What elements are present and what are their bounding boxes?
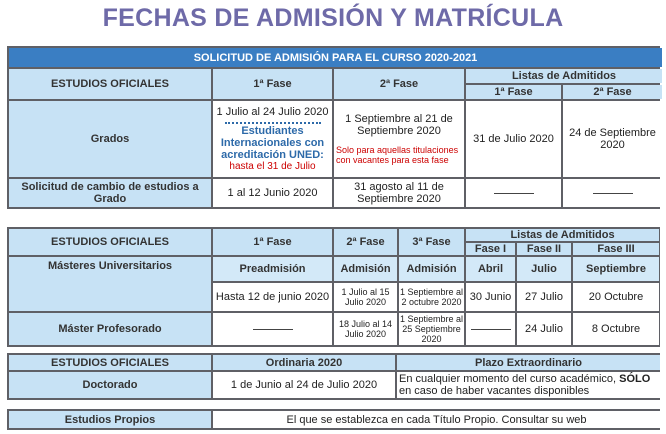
masters-col-fase3: 3ª Fase	[399, 229, 464, 255]
doct-extra-a: En cualquier momento del curso académico,	[399, 373, 620, 385]
cambio-listas1	[466, 179, 561, 207]
intl-students-note: Estudiantes Internacionales con acreditación UNED:	[220, 124, 325, 161]
grados-fase1-dates: 1 Julio al 24 Julio 2020	[216, 105, 329, 118]
masters-col-faseIII: Fase III	[573, 243, 659, 255]
empty-dash	[253, 329, 293, 330]
prof-fase3: 1 Septiembre al 25 Septiembre 2020	[399, 314, 464, 344]
masters-col-listas: Listas de Admitidos	[466, 229, 659, 241]
grados-col-listas: Listas de Admitidos	[466, 69, 662, 83]
masters-col-fase1: 1ª Fase	[213, 229, 332, 255]
cambio-fase1: 1 al 12 Junio 2020	[213, 179, 332, 207]
doct-extra-b: en caso de haber vacantes disponibles	[399, 385, 590, 397]
row-cambio-label: Solicitud de cambio de estudios a Grado	[9, 179, 211, 207]
grados-fase2-cell	[334, 101, 464, 177]
masters-col-fase2: 2ª Fase	[334, 229, 397, 255]
dotted-divider	[225, 122, 321, 124]
grados-listas1: 31 de Julio 2020	[466, 101, 561, 177]
mu-fase3: 1 Septiembre al 2 octubre 2020	[399, 283, 464, 311]
prof-listas1	[466, 313, 515, 345]
grados-fase2-dates: 1 Septiembre al 21 de Septiembre 2020	[345, 113, 453, 137]
empty-dash	[593, 193, 633, 194]
grados-fase1-cell	[213, 101, 332, 177]
doct-col-extra: Plazo Extraordinario	[397, 355, 660, 370]
grados-fase2-note: Solo para aquellas titulaciones con vacantes para esta fase	[336, 145, 459, 165]
row-propios-label: Estudios Propios	[9, 411, 211, 428]
doct-extra-bold: SÓLO	[619, 373, 651, 385]
mu-fase1: Hasta 12 de junio 2020	[213, 283, 332, 311]
sub-abril: Abril	[466, 257, 515, 281]
doct-ordinaria: 1 de Junio al 24 de Julio 2020	[213, 372, 395, 398]
row-doctorado-label: Doctorado	[9, 372, 211, 398]
sub-septiembre: Septiembre	[573, 257, 659, 281]
doct-col-ordinaria: Ordinaria 2020	[213, 355, 395, 370]
cambio-fase2: 31 agosto al 11 de Septiembre 2020	[334, 179, 464, 207]
admission-heading: SOLICITUD DE ADMISIÓN PARA EL CURSO 2020-2021	[9, 48, 662, 67]
row-profesorado-label: Máster Profesorado	[9, 313, 211, 345]
doct-extra	[397, 372, 660, 398]
grados-listas-fase2: 2ª Fase	[563, 85, 662, 99]
grados-listas-fase1: 1ª Fase	[466, 85, 561, 99]
masters-table	[7, 227, 660, 347]
sub-julio: Julio	[517, 257, 571, 281]
row-grados-label: Grados	[9, 101, 211, 177]
sub-admision-2: Admisión	[334, 257, 397, 281]
empty-dash	[494, 193, 534, 194]
grados-listas2: 24 de Septiembre 2020	[563, 101, 662, 177]
row-masteres-label: Másteres Universitarios	[9, 257, 211, 311]
masters-col-faseII: Fase II	[517, 243, 571, 255]
page-title: FECHAS DE ADMISIÓN Y MATRÍCULA	[102, 4, 564, 32]
grados-col-fase2: 2ª Fase	[334, 69, 464, 99]
intl-deadline: hasta el 31 de Julio	[229, 160, 316, 172]
prof-fase1	[213, 313, 332, 345]
prof-listas2: 24 Julio	[517, 313, 571, 345]
empty-dash	[471, 329, 511, 330]
grados-col-estudios: ESTUDIOS OFICIALES	[9, 69, 211, 99]
masters-col-estudios: ESTUDIOS OFICIALES	[9, 229, 211, 255]
mu-listas3: 20 Octubre	[573, 283, 659, 311]
sub-admision-3: Admisión	[399, 257, 464, 281]
propios-text: El que se establezca en cada Título Propio. Consultar su web	[213, 411, 660, 428]
mu-listas1: 30 Junio	[466, 283, 515, 311]
masters-col-faseI: Fase I	[466, 243, 515, 255]
propios-table	[7, 409, 660, 430]
mu-fase2: 1 Julio al 15 Julio 2020	[334, 283, 397, 311]
prof-listas3: 8 Octubre	[573, 313, 659, 345]
mu-listas2: 27 Julio	[517, 283, 571, 311]
grados-col-fase1: 1ª Fase	[213, 69, 332, 99]
doct-col-estudios: ESTUDIOS OFICIALES	[9, 355, 211, 370]
doctorado-table	[7, 353, 660, 400]
prof-fase2: 18 Julio al 14 Julio 2020	[334, 313, 397, 345]
sub-preadmision: Preadmisión	[213, 257, 332, 281]
cambio-listas2	[563, 179, 662, 207]
grados-table	[7, 46, 660, 209]
